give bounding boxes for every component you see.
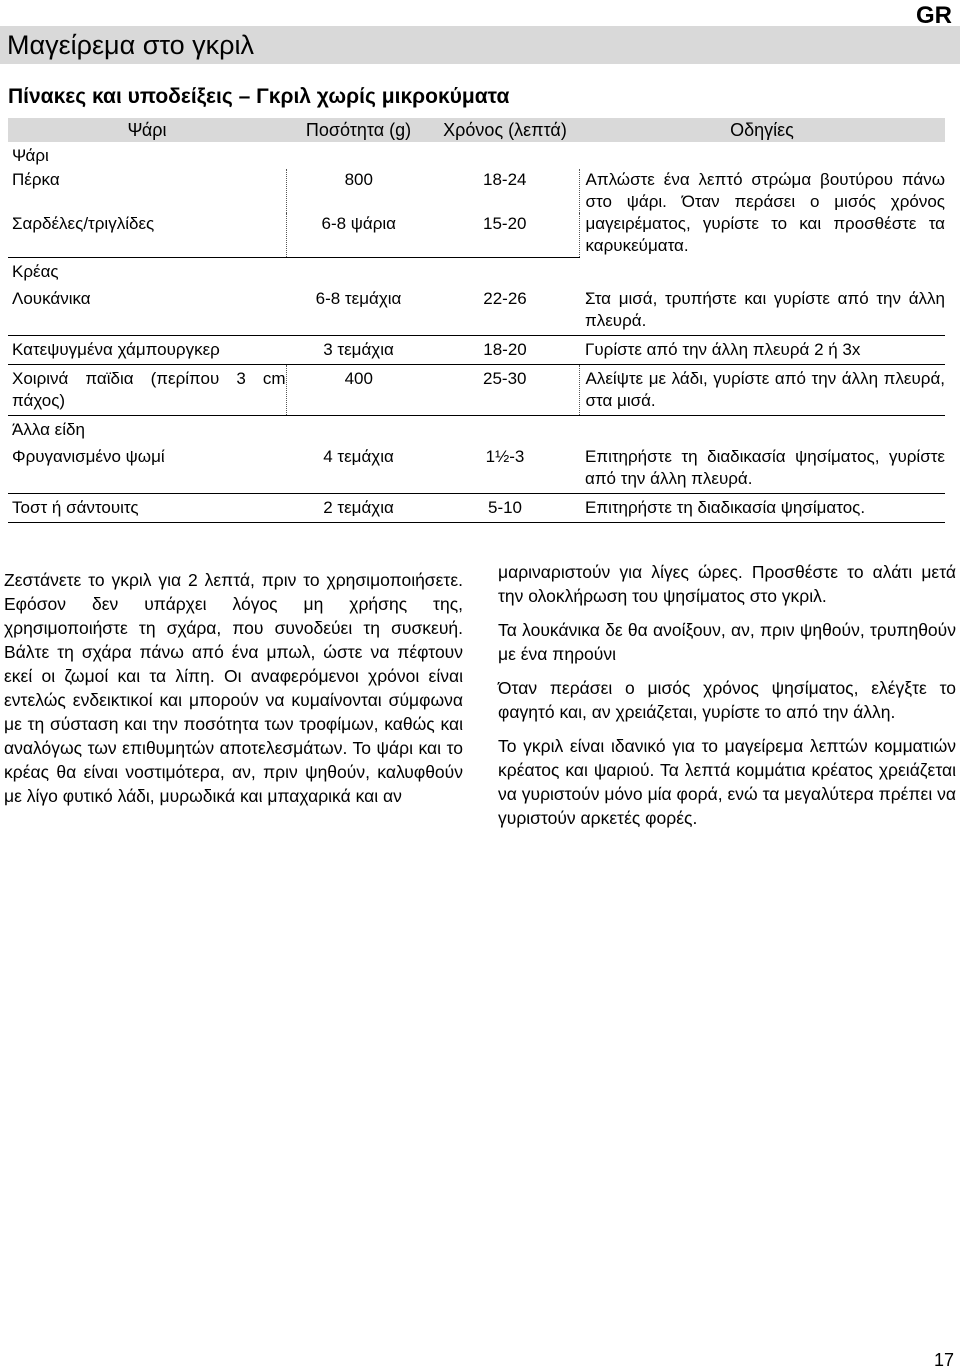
quantity-cell: 400 xyxy=(286,364,431,415)
food-cell: Σαρδέλες/τριγλίδες xyxy=(8,213,286,258)
column-header-time: Χρόνος (λεπτά) xyxy=(431,118,579,142)
quantity-cell: 800 xyxy=(286,169,431,213)
column-header-quantity: Ποσότητα (g) xyxy=(286,118,431,142)
body-paragraph: Όταν περάσει ο μισός χρόνος ψησίματος, ελέγξτε το φαγητό και, αν χρειάζεται, γυρίστε το από την άλλη. xyxy=(498,678,956,722)
food-cell: Τοστ ή σάντουιτς xyxy=(8,493,286,522)
column-header-instructions: Οδηγίες xyxy=(579,118,945,142)
table-row xyxy=(8,285,945,336)
table-subtitle: Πίνακες και υποδείξεις – Γκριλ χωρίς μικροκύματα xyxy=(8,85,510,108)
quantity-cell: 6-8 τεμάχια xyxy=(286,285,431,336)
instructions-cell: Επιτηρήστε τη διαδικασία ψησίματος, γυρίστε από την άλλη πλευρά. xyxy=(579,443,945,494)
body-paragraph: Τα λουκάνικα δε θα ανοίξουν, αν, πριν ψηθούν, τρυπηθούν με ένα πηρούνι xyxy=(498,620,956,664)
table-row xyxy=(8,169,945,213)
instructions-cell: Απλώστε ένα λεπτό στρώμα βουτύρου πάνω στο ψάρι. Όταν περάσει ο μισός χρόνος μαγειρέματος, γυρίστε το και προσθέστε τα καρυκεύματα. xyxy=(579,169,945,257)
section-label: Άλλα είδη xyxy=(12,419,85,439)
food-cell: Φρυγανισμένο ψωμί xyxy=(8,443,286,494)
quantity-cell: 4 τεμάχια xyxy=(286,443,431,494)
section-label: Κρέας xyxy=(12,261,59,281)
time-cell: 18-24 xyxy=(483,170,527,189)
body-paragraph: μαριναριστούν για λίγες ώρες. Προσθέστε το αλάτι μετά την ολοκλήρωση του ψησίματος στο γκριλ. xyxy=(498,562,956,606)
food-cell: Πέρκα xyxy=(12,170,60,189)
section-row-meat xyxy=(8,257,945,285)
instructions-cell: Στα μισά, τρυπήστε και γυρίστε από την άλλη πλευρά. xyxy=(579,285,945,336)
page-number: 17 xyxy=(933,1350,954,1370)
instructions-cell: Επιτηρήστε τη διαδικασία ψησίματος. xyxy=(579,493,945,522)
column-header-food: Ψάρι xyxy=(8,118,286,142)
language-badge: GR xyxy=(916,2,952,29)
quantity-cell: 3 τεμάχια xyxy=(286,335,431,364)
table-row xyxy=(8,364,945,415)
quantity-cell: 2 τεμάχια xyxy=(286,493,431,522)
table-row xyxy=(8,335,945,364)
page-title: Μαγείρεμα στο γκριλ xyxy=(7,30,255,60)
grill-table xyxy=(8,118,945,523)
section-row-fish xyxy=(8,142,945,169)
body-column-left xyxy=(4,568,463,808)
body-paragraph: Ζεστάνετε το γκριλ για 2 λεπτά, πριν το χρησιμοποιήσετε. Εφόσον δεν υπάρχει λόγος μη χρήσης της, χρησιμοποιήστε τη σχάρα, που συνοδεύει τη συσκευή. Βάλτε τη σχάρα πάνω από ένα μπωλ, ώστε να πέφτουν εκεί οι ζωμοί και τα λίπη. Οι αναφερόμενοι χρόνοι είναι εντελώς ενδεικτικοί και μπορούν να κυμαίνονται σύμφωνα με τη σύσταση και την ποσότητα των τροφίμων, καθώς και αναλόγως των επιθυμητών αποτελεσμάτων. Το ψάρι και το κρέας θα είναι νοστιμότερα, αν, πριν ψηθούν, καλυφθούν με λίγο φυτικό λάδι, μυρωδικά και μπαχαρικά και αν xyxy=(4,570,463,806)
time-cell: 18-20 xyxy=(431,335,579,364)
instructions-cell: Αλείψτε με λάδι, γυρίστε από την άλλη πλευρά, στα μισά. xyxy=(579,364,945,415)
body-column-right xyxy=(498,560,956,840)
section-label: Ψάρι xyxy=(12,146,49,165)
time-cell: 15-20 xyxy=(431,213,579,258)
food-cell: Κατεψυγμένα χάμπουργκερ xyxy=(8,335,286,364)
header-bar xyxy=(0,2,960,64)
time-cell: 25-30 xyxy=(431,364,579,415)
table-row xyxy=(8,443,945,494)
section-row-other xyxy=(8,415,945,443)
table-row xyxy=(8,493,945,522)
time-cell: 5-10 xyxy=(431,493,579,522)
food-cell: Χοιρινά παϊδια (περίπου 3 cm πάχος) xyxy=(8,364,286,415)
time-cell: 22-26 xyxy=(431,285,579,336)
table-header-row xyxy=(8,118,945,142)
time-cell: 1½-3 xyxy=(431,443,579,494)
quantity-cell: 6-8 ψάρια xyxy=(286,213,431,258)
food-cell: Λουκάνικα xyxy=(8,285,286,336)
body-paragraph: Το γκριλ είναι ιδανικό για το μαγείρεμα λεπτών κομματιών κρέατος και ψαριού. Τα λεπτά κομμάτια κρέατος χρειάζεται να γυριστούν μόνο μία φορά, ενώ τα μεγαλύτερα πρέπει να γυριστούν αρκετές φορές. xyxy=(498,736,956,828)
instructions-cell: Γυρίστε από την άλλη πλευρά 2 ή 3x xyxy=(579,335,945,364)
